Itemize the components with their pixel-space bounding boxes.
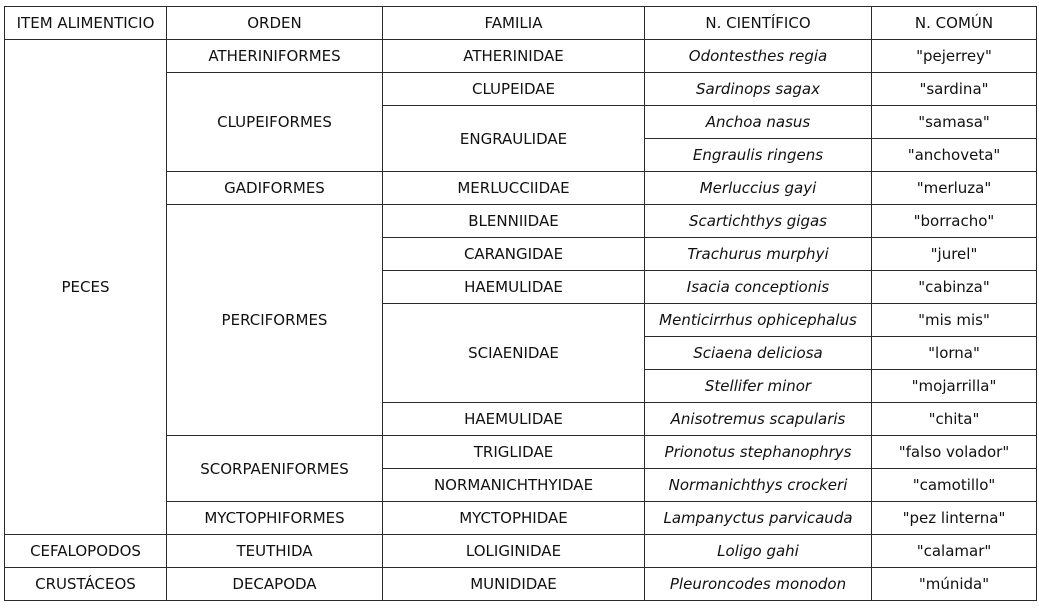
- item-cell: CEFALOPODOS: [5, 535, 167, 568]
- scientific-name-cell: Sardinops sagax: [645, 73, 872, 106]
- common-name-cell: "cabinza": [872, 271, 1037, 304]
- familia-cell: MUNIDIDAE: [383, 568, 645, 601]
- scientific-name-cell: Stellifer minor: [645, 370, 872, 403]
- header-orden: ORDEN: [167, 7, 383, 40]
- common-name-cell: "mis mis": [872, 304, 1037, 337]
- scientific-name-cell: Menticirrhus ophicephalus: [645, 304, 872, 337]
- familia-cell: HAEMULIDAE: [383, 271, 645, 304]
- scientific-name-cell: Odontesthes regia: [645, 40, 872, 73]
- common-name-cell: "merluza": [872, 172, 1037, 205]
- common-name-cell: "lorna": [872, 337, 1037, 370]
- orden-cell: PERCIFORMES: [167, 205, 383, 436]
- header-comun: N. COMÚN: [872, 7, 1037, 40]
- familia-cell: BLENNIIDAE: [383, 205, 645, 238]
- scientific-name-cell: Anchoa nasus: [645, 106, 872, 139]
- orden-cell: ATHERINIFORMES: [167, 40, 383, 73]
- common-name-cell: "falso volador": [872, 436, 1037, 469]
- scientific-name-cell: Pleuroncodes monodon: [645, 568, 872, 601]
- common-name-cell: "sardina": [872, 73, 1037, 106]
- scientific-name-cell: Sciaena deliciosa: [645, 337, 872, 370]
- header-cientifico: N. CIENTÍFICO: [645, 7, 872, 40]
- species-table: [4, 6, 1037, 601]
- familia-cell: MYCTOPHIDAE: [383, 502, 645, 535]
- scientific-name-cell: Lampanyctus parvicauda: [645, 502, 872, 535]
- orden-cell: CLUPEIFORMES: [167, 73, 383, 172]
- common-name-cell: "camotillo": [872, 469, 1037, 502]
- header-familia: FAMILIA: [383, 7, 645, 40]
- familia-cell: ENGRAULIDAE: [383, 106, 645, 172]
- scientific-name-cell: Normanichthys crockeri: [645, 469, 872, 502]
- scientific-name-cell: Scartichthys gigas: [645, 205, 872, 238]
- item-cell: CRUSTÁCEOS: [5, 568, 167, 601]
- orden-cell: MYCTOPHIFORMES: [167, 502, 383, 535]
- common-name-cell: "anchoveta": [872, 139, 1037, 172]
- common-name-cell: "chita": [872, 403, 1037, 436]
- common-name-cell: "mojarrilla": [872, 370, 1037, 403]
- scientific-name-cell: Merluccius gayi: [645, 172, 872, 205]
- orden-cell: GADIFORMES: [167, 172, 383, 205]
- scientific-name-cell: Isacia conceptionis: [645, 271, 872, 304]
- familia-cell: NORMANICHTHYIDAE: [383, 469, 645, 502]
- familia-cell: HAEMULIDAE: [383, 403, 645, 436]
- common-name-cell: "pez linterna": [872, 502, 1037, 535]
- scientific-name-cell: Prionotus stephanophrys: [645, 436, 872, 469]
- item-cell: PECES: [5, 40, 167, 535]
- table-row: [5, 535, 1037, 568]
- common-name-cell: "calamar": [872, 535, 1037, 568]
- scientific-name-cell: Trachurus murphyi: [645, 238, 872, 271]
- familia-cell: CLUPEIDAE: [383, 73, 645, 106]
- table-row: [5, 568, 1037, 601]
- table-row: [5, 40, 1037, 73]
- familia-cell: SCIAENIDAE: [383, 304, 645, 403]
- orden-cell: DECAPODA: [167, 568, 383, 601]
- common-name-cell: "samasa": [872, 106, 1037, 139]
- familia-cell: CARANGIDAE: [383, 238, 645, 271]
- orden-cell: SCORPAENIFORMES: [167, 436, 383, 502]
- common-name-cell: "borracho": [872, 205, 1037, 238]
- common-name-cell: "jurel": [872, 238, 1037, 271]
- header-item: ITEM ALIMENTICIO: [5, 7, 167, 40]
- familia-cell: LOLIGINIDAE: [383, 535, 645, 568]
- familia-cell: ATHERINIDAE: [383, 40, 645, 73]
- familia-cell: TRIGLIDAE: [383, 436, 645, 469]
- common-name-cell: "múnida": [872, 568, 1037, 601]
- scientific-name-cell: Anisotremus scapularis: [645, 403, 872, 436]
- familia-cell: MERLUCCIIDAE: [383, 172, 645, 205]
- scientific-name-cell: Engraulis ringens: [645, 139, 872, 172]
- common-name-cell: "pejerrey": [872, 40, 1037, 73]
- header-row: [5, 7, 1037, 40]
- scientific-name-cell: Loligo gahi: [645, 535, 872, 568]
- orden-cell: TEUTHIDA: [167, 535, 383, 568]
